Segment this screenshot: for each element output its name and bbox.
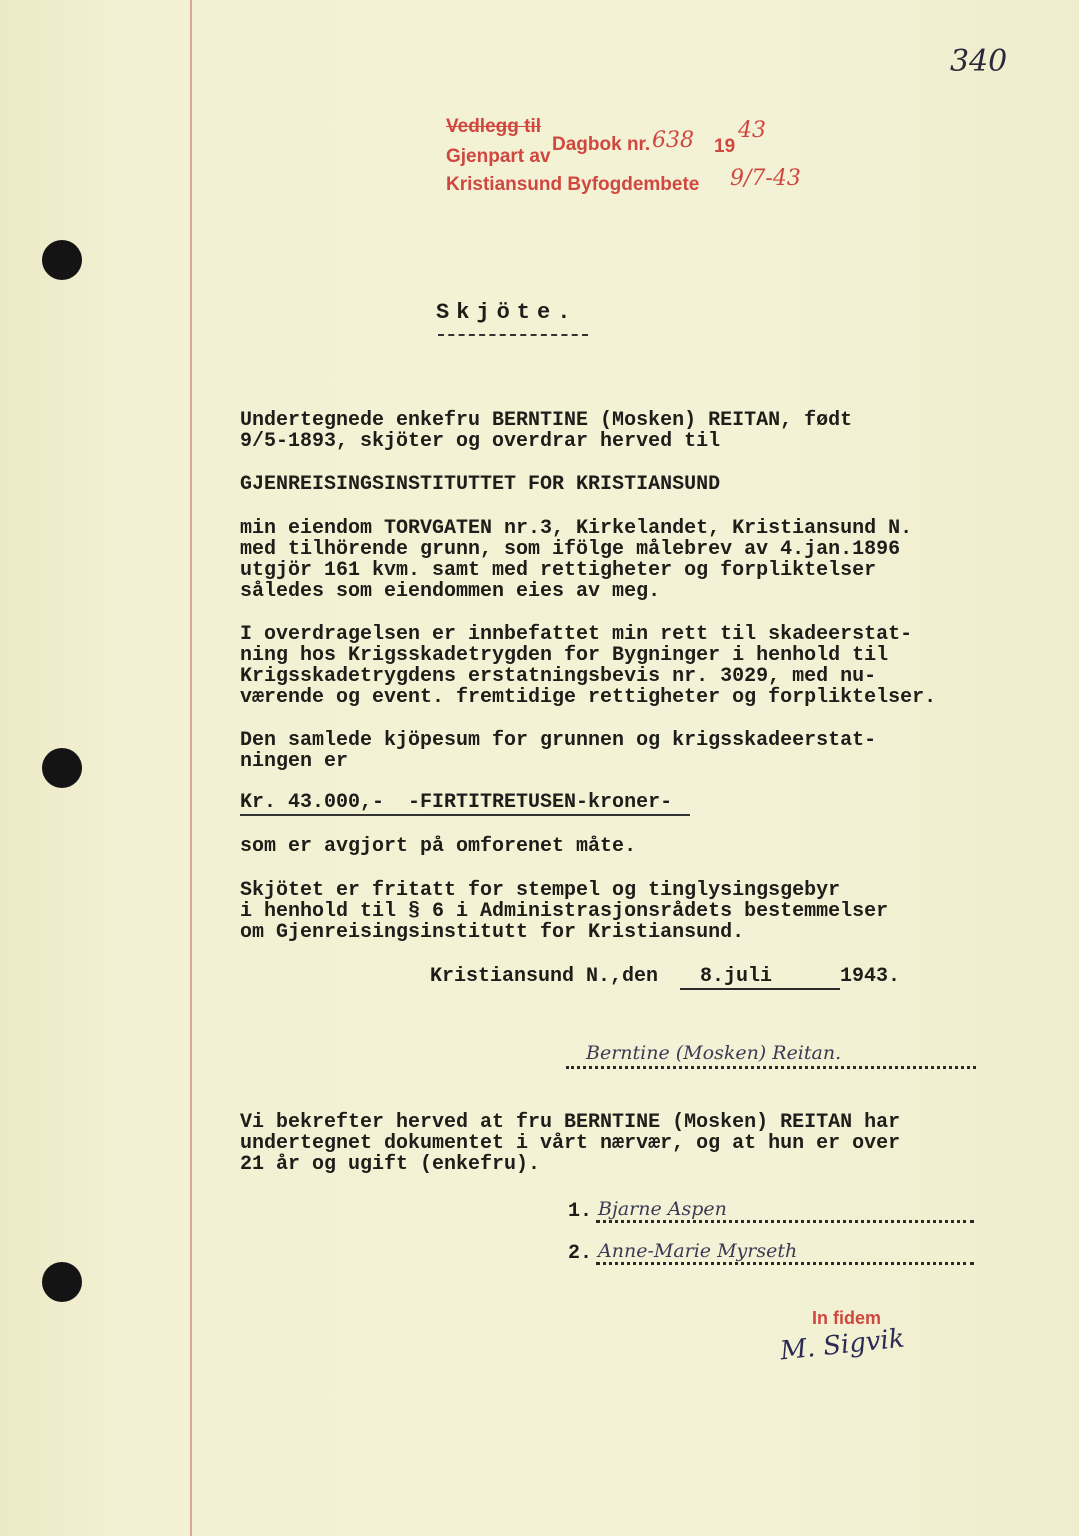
text-line: om Gjenreisingsinstitutt for Kristiansund. xyxy=(240,921,745,944)
text-line: min eiendom TORVGATEN nr.3, Kirkelandet, Kristiansund N. xyxy=(240,517,913,540)
purchase-price: Kr. 43.000,- -FIRTITRETUSEN-kroner- xyxy=(240,791,673,814)
margin-line xyxy=(190,0,192,1536)
stamp-dagbok-nr: 638 xyxy=(652,128,694,153)
text-line: Krigsskadetrygdens erstatningsbevis nr. 3029, med nu- xyxy=(240,665,877,688)
text-line: undertegnet dokumentet i vårt nærvær, og at hun er over xyxy=(240,1132,901,1155)
punch-hole xyxy=(42,240,82,280)
text-line: værende og event. fremtidige rettigheter og forpliktelser. xyxy=(240,686,937,709)
page-number: 340 xyxy=(950,44,1008,79)
stamp-year-printed: 19 xyxy=(714,136,736,157)
signature-line xyxy=(566,1066,976,1069)
in-fidem-stamp: In fidem xyxy=(812,1308,882,1328)
witness-number: 2. xyxy=(568,1242,593,1265)
stamp-year-hand: 43 xyxy=(738,118,766,143)
text-line: med tilhörende grunn, som ifölge målebrev av 4.jan.1896 xyxy=(240,538,901,561)
witness-signature: Bjarne Aspen xyxy=(598,1198,727,1220)
signature-line xyxy=(596,1220,974,1223)
document-title: Skjöte. xyxy=(436,300,578,325)
official-signature: M. Sigvik xyxy=(778,1323,906,1367)
text-line: således som eiendommen eies av meg. xyxy=(240,580,661,603)
place-date-prefix: Kristiansund N.,den xyxy=(430,965,659,988)
punch-hole xyxy=(42,1262,82,1302)
text-line: ningen er xyxy=(240,750,349,773)
text-line: Den samlede kjöpesum for grunnen og krigsskadeerstat- xyxy=(240,729,877,752)
date-underline xyxy=(680,988,840,990)
stamp-line1-struck: Vedlegg til xyxy=(446,116,542,137)
signature-line xyxy=(596,1262,974,1265)
stamp-line2: Gjenpart av xyxy=(446,146,551,167)
text-line: 9/5-1893, skjöter og overdrar herved til xyxy=(240,430,721,453)
seller-signature: Berntine (Mosken) Reitan. xyxy=(586,1042,842,1064)
punch-hole xyxy=(42,748,82,788)
text-line: Undertegnede enkefru BERNTINE (Mosken) REITAN, født xyxy=(240,409,853,432)
text-line: utgjör 161 kvm. samt med rettigheter og forpliktelser xyxy=(240,559,877,582)
place-date-year: 1943. xyxy=(840,965,901,988)
witness-number: 1. xyxy=(568,1200,593,1223)
place-date-day: 8.juli xyxy=(700,965,773,988)
stamp-line1-rest: Dagbok nr. xyxy=(552,134,651,155)
recipient-name: GJENREISINGSINSTITUTTET FOR KRISTIANSUND xyxy=(240,473,721,496)
stamp-line3: Kristiansund Byfogdembete xyxy=(446,174,700,195)
text-line: I overdragelsen er innbefattet min rett til skadeerstat- xyxy=(240,623,913,646)
text-line: 21 år og ugift (enkefru). xyxy=(240,1153,541,1176)
text-line: Vi bekrefter herved at fru BERNTINE (Mosken) REITAN har xyxy=(240,1111,901,1134)
stamp-date-hand: 9/7-43 xyxy=(730,166,801,191)
text-line: Skjötet er fritatt for stempel og tinglysingsgebyr xyxy=(240,879,841,902)
price-underline xyxy=(240,814,690,816)
witness-signature: Anne-Marie Myrseth xyxy=(598,1240,798,1262)
title-underline xyxy=(438,334,588,336)
text-line: ning hos Krigsskadetrygden for Bygninger i henhold til xyxy=(240,644,889,667)
text-line: i henhold til § 6 i Administrasjonsrådets bestemmelser xyxy=(240,900,889,923)
text-line: som er avgjort på omforenet måte. xyxy=(240,835,637,858)
